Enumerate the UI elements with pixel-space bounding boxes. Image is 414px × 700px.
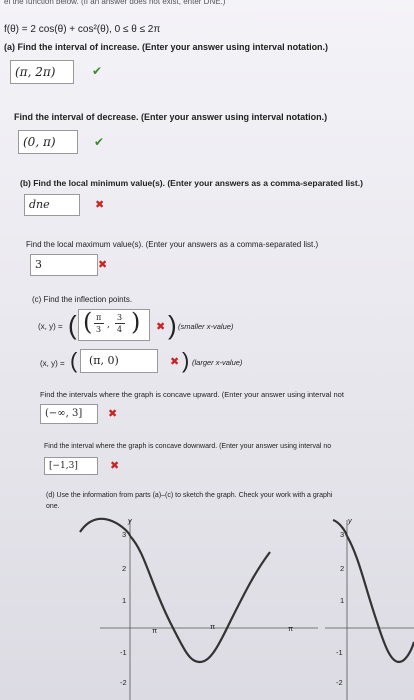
frac1-bar	[94, 323, 104, 324]
incorrect-cross-icon: ✖	[108, 408, 118, 420]
question-concave-up: Find the intervals where the graph is concave upward. (Enter your answer using interval not	[40, 390, 344, 399]
correct-check-icon: ✔	[92, 64, 103, 78]
left-tick-x-2: π	[210, 622, 216, 631]
frac1-num: π	[96, 313, 102, 322]
right-y-axis-label: y	[348, 516, 352, 525]
graph-option-left[interactable]	[70, 512, 320, 700]
answer-decrease-input[interactable]: (0, π)	[18, 130, 78, 154]
graph-option-right[interactable]	[325, 512, 414, 700]
incorrect-cross-icon: ✖	[98, 259, 108, 271]
answer-concave-down-input[interactable]: [−1,3]	[44, 457, 98, 475]
xy-label-2: (x, y) =	[40, 359, 65, 368]
close-paren: )	[182, 348, 190, 373]
left-tick-y-minus1: -1	[120, 648, 127, 657]
question-local-max: Find the local maximum value(s). (Enter your answers as a comma-separated list.)	[26, 240, 319, 249]
open-paren: (	[70, 348, 78, 373]
incorrect-cross-icon: ✖	[110, 460, 120, 472]
inflection-point-1-input[interactable]: ( π 3 , 3 4 )	[78, 309, 150, 341]
answer-increase-input[interactable]: (π, 2π)	[10, 60, 74, 84]
answer-concave-up-input[interactable]: (−∞, 3]	[40, 404, 98, 424]
left-tick-y-3: 3	[122, 530, 127, 539]
answer-local-min-input[interactable]: dne	[24, 194, 80, 216]
left-tick-y-minus2: -2	[120, 678, 127, 687]
right-tick-y-minus2: -2	[336, 678, 343, 687]
incorrect-cross-icon: ✖	[95, 199, 105, 211]
incorrect-cross-icon: ✖	[156, 321, 166, 333]
correct-check-icon: ✔	[94, 135, 105, 149]
question-decrease: Find the interval of decrease. (Enter your answer using interval notation.)	[14, 112, 328, 122]
xy-label-1: (x, y) =	[38, 322, 63, 331]
right-tick-y-minus1: -1	[336, 648, 343, 657]
question-inflection: (c) Find the inflection points.	[32, 295, 133, 304]
inflection-2-hint: (larger x-value)	[192, 358, 243, 367]
header-text: el the function below. (If an answer does not exist, enter DNE.)	[4, 0, 226, 6]
question-increase: (a) Find the interval of increase. (Enter your answer using interval notation.)	[4, 42, 329, 52]
left-tick-y-1: 1	[122, 596, 127, 605]
inflection-point-2-input[interactable]: (π, 0)	[80, 349, 158, 373]
left-y-axis-label: y	[128, 516, 132, 525]
open-paren: (	[68, 310, 77, 340]
comma: ,	[107, 320, 110, 330]
frac2-num: 3	[117, 313, 123, 322]
frac1-den: 3	[96, 325, 102, 334]
function-definition: f(θ) = 2 cos(θ) + cos²(θ), 0 ≤ θ ≤ 2π	[4, 24, 161, 35]
incorrect-cross-icon: ✖	[170, 356, 180, 368]
question-local-min: (b) Find the local minimum value(s). (Enter your answers as a comma-separated list.)	[20, 178, 363, 188]
answer-local-max-input[interactable]: 3	[30, 254, 98, 276]
right-tick-y-3: 3	[340, 530, 345, 539]
left-tick-x-3: π	[288, 624, 294, 633]
frac2-bar	[115, 323, 125, 324]
question-sketch-cont: one.	[46, 503, 60, 510]
frac2-den: 4	[117, 325, 123, 334]
question-sketch: (d) Use the information from parts (a)–(c) to sketch the graph. Check your work with a graphi	[46, 492, 333, 499]
close-paren: )	[168, 310, 177, 340]
question-concave-down: Find the interval where the graph is concave downward. (Enter your answer using interval no	[44, 443, 332, 450]
inflection-1-hint: (smaller x-value)	[178, 322, 234, 331]
left-tick-x-1: π	[152, 626, 158, 635]
right-tick-y-2: 2	[340, 564, 345, 573]
left-tick-y-2: 2	[122, 564, 127, 573]
right-tick-y-1: 1	[340, 596, 345, 605]
